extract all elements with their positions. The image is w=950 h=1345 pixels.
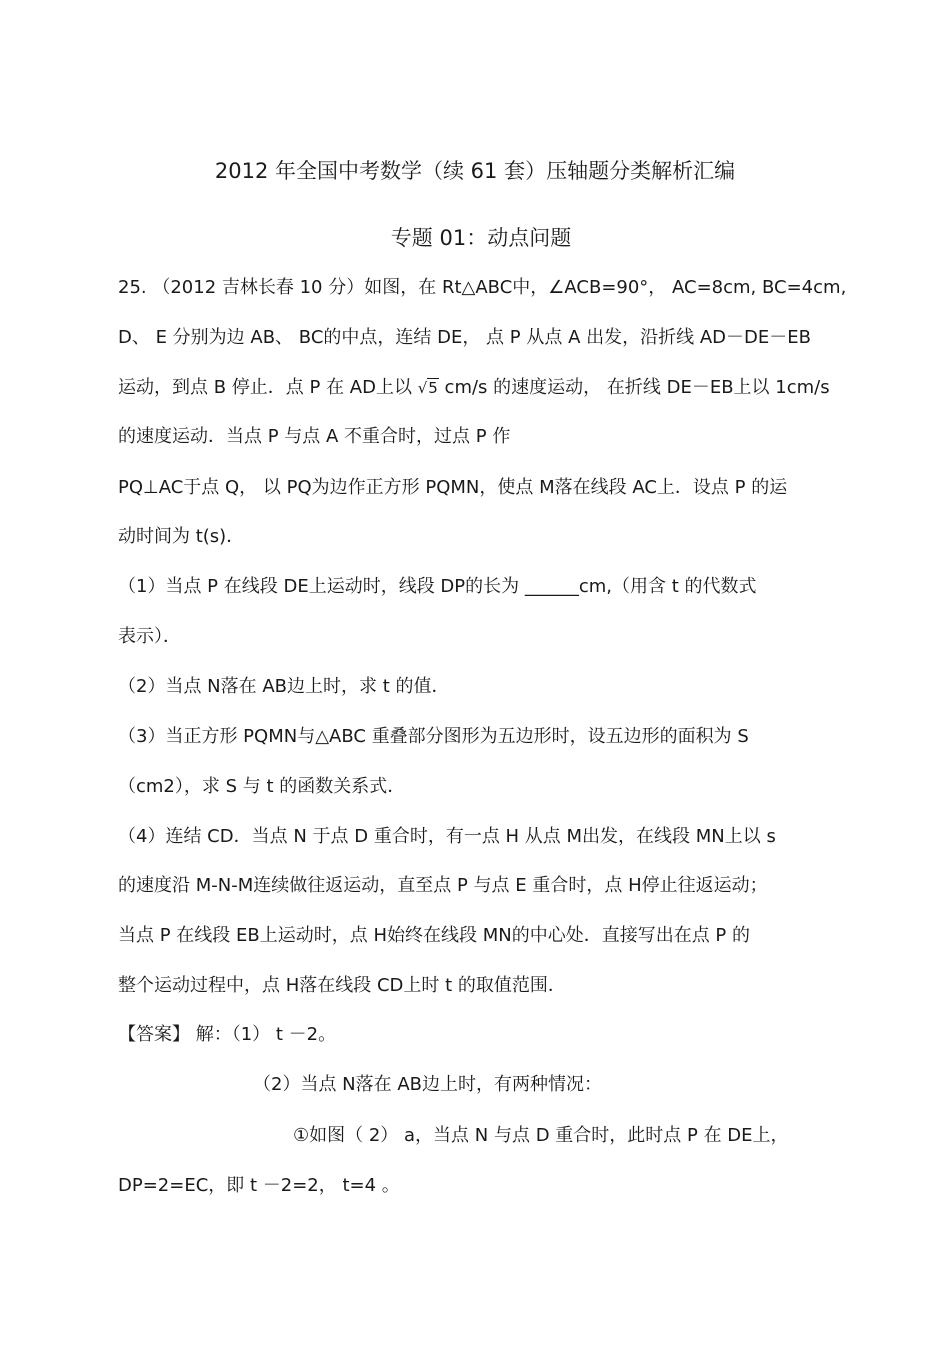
problem-line-4: 的速度运动．当点 P 与点 A 不重合时，过点 P 作 (118, 426, 511, 447)
question-3-line-2: （cm2），求 S 与 t 的函数关系式． (118, 776, 406, 797)
page-subtitle: 专题 01：动点问题 (390, 226, 572, 250)
answer-line-1: 【答案】 解：（1） t －2。 (118, 1024, 337, 1045)
question-2: （2）当点 N落在 AB边上时，求 t 的值． (118, 676, 450, 697)
problem-line-3-start: 运动，到点 B 停止．点 P 在 AD上以 (118, 377, 418, 398)
page-title: 2012 年全国中考数学（续 61 套）压轴题分类解析汇编 (214, 159, 736, 183)
question-4-line-2: 的速度沿 M-N-M连续做往返运动，直至点 P 与点 E 重合时，点 H停止往返运动； (118, 875, 768, 896)
problem-line-6: 动时间为 t(s)． (118, 526, 245, 547)
problem-line-3-end: cm/s 的速度运动， 在折线 DE－EB上以 1cm/s (438, 377, 830, 398)
question-3-line-1: （3）当正方形 PQMN与△ABC 重叠部分图形为五边形时，设五边形的面积为 S (118, 726, 749, 747)
question-4-line-4: 整个运动过程中，点 H落在线段 CD上时 t 的取值范围． (118, 975, 566, 996)
sqrt-symbol: √5 (417, 379, 438, 397)
problem-line-5: PQ⊥AC于点 Q， 以 PQ为边作正方形 PQMN，使点 M落在线段 AC上．设点 P 的运 (118, 477, 788, 498)
problem-line-2: D、 E 分别为边 AB、 BC的中点，连结 DE， 点 P 从点 A 出发，沿折线 AD－DE－EB (118, 327, 811, 348)
question-1-line-1: （1）当点 P 在线段 DE上运动时，线段 DP的长为 ______cm,（用含 t 的代数式 (118, 576, 757, 597)
problem-line-1: 25. （2012 吉林长春 10 分）如图，在 Rt△ABC中，∠ACB=90°， AC=8cm, BC=4cm, (118, 277, 847, 298)
question-1-line-2: 表示）． (118, 626, 181, 647)
answer-line-2: （2）当点 N落在 AB边上时，有两种情况： (253, 1074, 603, 1095)
sqrt-radicand: 5 (428, 379, 438, 397)
question-4-line-1: （4）连结 CD．当点 N 于点 D 重合时，有一点 H 从点 M出发，在线段 MN上以 s (118, 826, 776, 847)
problem-line-3 (118, 376, 830, 400)
answer-line-3: ①如图（ 2） a，当点 N 与点 D 重合时，此时点 P 在 DE上， (293, 1125, 789, 1146)
answer-line-4: DP=2=EC，即 t －2=2， t=4 。 (118, 1175, 400, 1196)
question-4-line-3: 当点 P 在线段 EB上运动时，点 H始终在线段 MN的中心处．直接写出在点 P 的 (118, 925, 751, 946)
